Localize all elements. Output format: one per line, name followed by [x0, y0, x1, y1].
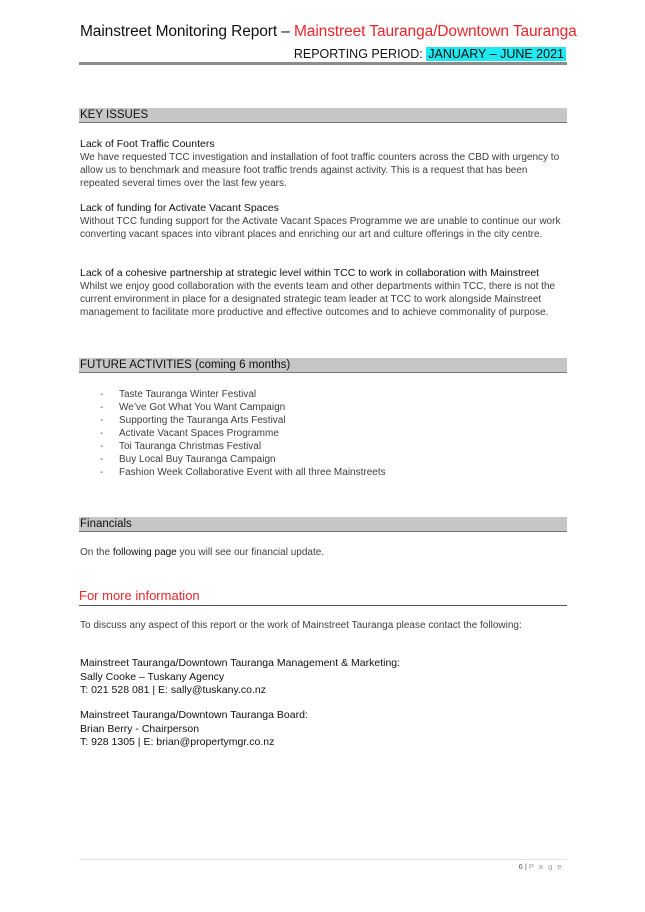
- report-title: [80, 23, 577, 41]
- list-bullet: -: [100, 402, 104, 413]
- issue-title: Lack of funding for Activate Vacant Spaces: [80, 202, 279, 214]
- financials-text: [80, 546, 566, 559]
- list-item: [100, 440, 386, 453]
- key-issues-heading: KEY ISSUES: [79, 108, 567, 123]
- issue-title: Lack of Foot Traffic Counters: [80, 138, 215, 150]
- issue-body: We have requested TCC investigation and installation of foot traffic counters across the CBD with urgency to allow us to benchmark and measure foot traffic trends against activity. This is a request that has been repeated several times over the last few years.: [80, 152, 560, 189]
- financials-heading: Financials: [79, 517, 567, 532]
- reporting-period: [294, 47, 566, 61]
- list-item: [100, 466, 386, 479]
- report-title-organisation: Mainstreet Tauranga/Downtown Tauranga: [294, 23, 577, 40]
- future-activities-heading: FUTURE ACTIVITIES (coming 6 months): [79, 358, 567, 373]
- financials-text-before: On the: [80, 547, 113, 558]
- list-item-label: Toi Tauranga Christmas Festival: [119, 441, 262, 452]
- contact-details: T: 021 528 081 | E: sally@tuskany.co.nz: [80, 684, 266, 696]
- financials-text-after: you will see our financial update.: [176, 547, 325, 558]
- more-info-heading: For more information: [79, 588, 567, 606]
- contact-block: [80, 657, 400, 698]
- issue-body: Without TCC funding support for the Activate Vacant Spaces Programme we are unable to continue our work converting vacant spaces into vibrant places and enriching our art and culture offerings in the city centre.: [80, 216, 561, 240]
- list-item: [100, 453, 386, 466]
- reporting-period-value: JANUARY – JUNE 2021: [428, 47, 564, 61]
- list-item: [100, 427, 386, 440]
- list-bullet: -: [100, 389, 104, 400]
- issue-body: Whilst we enjoy good collaboration with the events team and other departments within TCC, there is not the current environment in place for a designated strategic team leader at TCC to work alongside Mainstreet management to facilitate more productive and effective outcomes and to achieve commonality of purpose.: [80, 281, 556, 318]
- reporting-period-label: REPORTING PERIOD:: [293, 47, 423, 61]
- list-bullet: -: [100, 467, 104, 478]
- list-item-label: Activate Vacant Spaces Programme: [119, 428, 279, 439]
- contact-role: Mainstreet Tauranga/Downtown Tauranga Board:: [80, 709, 308, 721]
- page-label: P a g e: [528, 862, 563, 871]
- report-title-prefix: Mainstreet Monitoring Report –: [80, 23, 294, 40]
- contact-role: Mainstreet Tauranga/Downtown Tauranga Management & Marketing:: [80, 657, 401, 669]
- footer-divider: [79, 859, 567, 860]
- following-page-link[interactable]: following page: [112, 547, 177, 558]
- list-item: [100, 401, 386, 414]
- list-bullet: -: [100, 428, 104, 439]
- list-item-label: Taste Tauranga Winter Festival: [119, 389, 257, 400]
- list-item-label: Buy Local Buy Tauranga Campaign: [119, 454, 276, 465]
- list-item: [100, 388, 386, 401]
- contact-name: Brian Berry - Chairperson: [80, 722, 200, 735]
- list-item-label: Supporting the Tauranga Arts Festival: [119, 415, 286, 426]
- page-number-value: 6: [518, 862, 523, 871]
- contact-block: [80, 709, 308, 750]
- list-item: [100, 414, 386, 427]
- more-info-intro: To discuss any aspect of this report or the work of Mainstreet Tauranga please contact the following:: [80, 620, 522, 631]
- contact-name: Sally Cooke – Tuskany Agency: [80, 670, 225, 683]
- future-activities-list: [100, 388, 386, 479]
- list-bullet: -: [100, 441, 104, 452]
- list-bullet: -: [100, 454, 104, 465]
- list-bullet: -: [100, 415, 104, 426]
- list-item-label: Fashion Week Collaborative Event with all three Mainstreets: [119, 467, 386, 478]
- issue-title: Lack of a cohesive partnership at strategic level within TCC to work in collaboration with Mainstreet: [80, 267, 540, 279]
- contact-details: T: 928 1305 | E: brian@propertymgr.co.nz: [80, 736, 275, 748]
- page-number: [519, 862, 563, 871]
- header-divider: [79, 62, 567, 65]
- list-item-label: We’ve Got What You Want Campaign: [119, 402, 286, 413]
- page-number-separator: |: [522, 862, 529, 871]
